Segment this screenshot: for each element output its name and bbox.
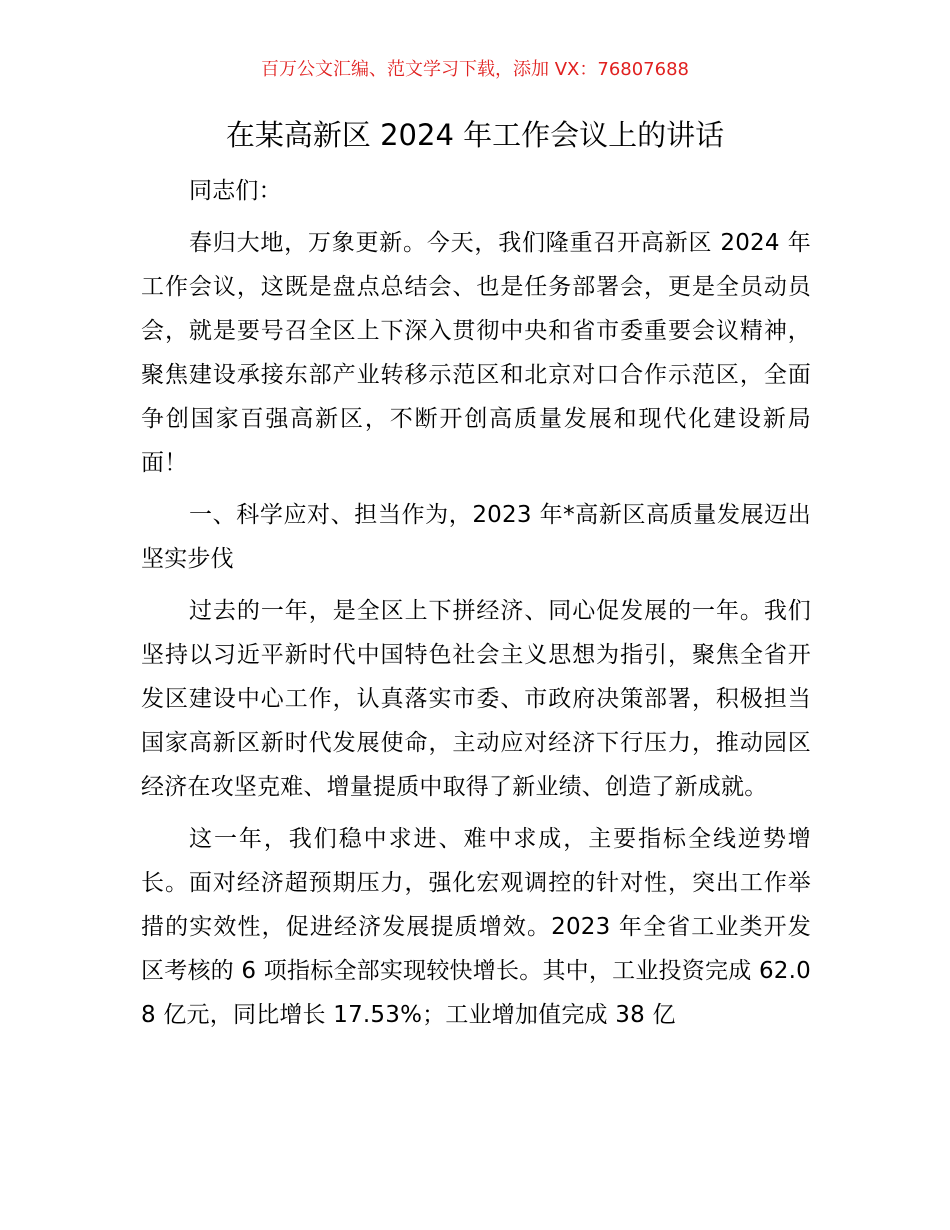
paragraph-review: 过去的一年，是全区上下拼经济、同心促发展的一年。我们坚持以习近平新时代中国特色社会主义思想为指引，聚焦全省开发区建设中心工作，认真落实市委、市政府决策部署，积极担当国家高新区新时代发展使命，主动应对经济下行压力，推动园区经济在攻坚克难、增量提质中取得了新业绩、创造了新成就。	[141, 598, 811, 800]
section-heading-1: 一、科学应对、担当作为，2023 年*高新区高质量发展迈出坚实步伐	[141, 502, 811, 572]
document-body	[141, 169, 811, 1045]
watermark-text: 百万公文汇编、范文学习下载，添加 VX：76807688	[261, 59, 689, 80]
greeting: 同志们：	[189, 178, 282, 204]
paragraph-indicators: 这一年，我们稳中求进、难中求成，主要指标全线逆势增长。面对经济超预期压力，强化宏观调控的针对性，突出工作举措的实效性，促进经济发展提质增效。2023 年全省工业类开发区考核的 6 项指标全部实现较快增长。其中，工业投资完成 62.08 亿元，同比增长 17.53%；工业增加值完成 38 亿	[141, 826, 811, 1028]
paragraph-intro: 春归大地，万象更新。今天，我们隆重召开高新区 2024 年工作会议，这既是盘点总结会、也是任务部署会，更是全员动员会，就是要号召全区上下深入贯彻中央和省市委重要会议精神，聚焦建设承接东部产业转移示范区和北京对口合作示范区，全面争创国家百强高新区，不断开创高质量发展和现代化建设新局面！	[141, 230, 811, 476]
document-title: 在某高新区 2024 年工作会议上的讲话	[225, 118, 725, 152]
